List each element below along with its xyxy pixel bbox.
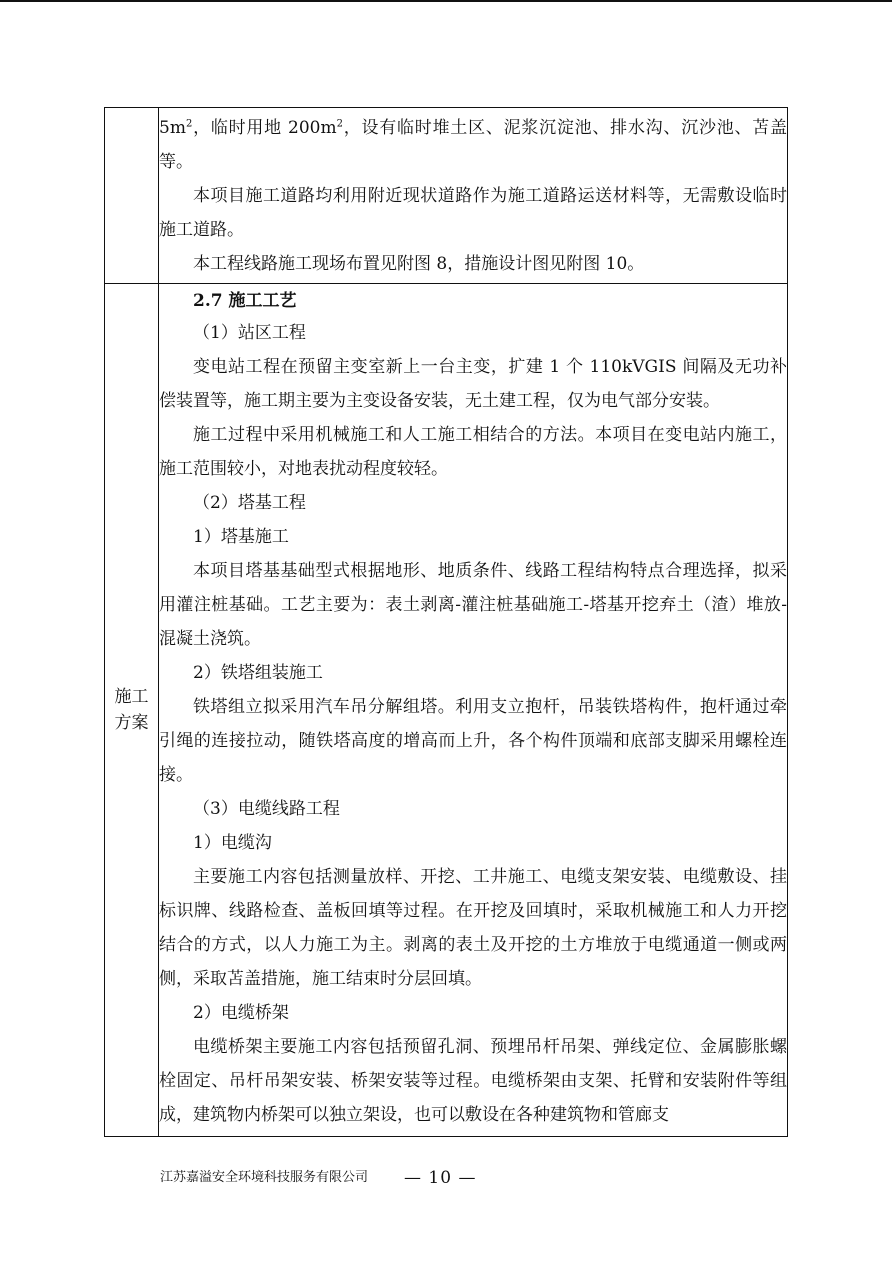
row-content-cell	[159, 284, 788, 1137]
table-row	[105, 284, 788, 1137]
content-table	[104, 107, 788, 1137]
row-content-cell	[159, 108, 788, 284]
paragraph	[159, 111, 787, 179]
paragraph: 铁塔组立拟采用汽车吊分解组塔。利用支立抱杆，吊装铁塔构件，抱杆通过牵引绳的连接拉动，随铁塔高度的增高而上升，各个构件顶端和底部支脚采用螺栓连接。	[159, 697, 787, 785]
table-row	[105, 108, 788, 284]
page-footer	[160, 1166, 760, 1190]
row-label: 施工方案	[114, 687, 149, 733]
paragraph: 电缆桥架主要施工内容包括预留孔洞、预埋吊杆吊架、弹线定位、金属膨胀螺栓固定、吊杆吊架安装、桥架安装等过程。电缆桥架由支架、托臂和安装附件等组成，建筑物内桥架可以独立架设，也可以敷设在各种建筑物和管廊支	[159, 1037, 787, 1125]
superscript: 2	[185, 118, 193, 130]
page-number: — 10 —	[404, 1168, 477, 1188]
row-label-cell	[105, 108, 159, 284]
item-heading: 2）电缆桥架	[193, 1003, 289, 1023]
paragraph: 本工程线路施工现场布置见附图 8，措施设计图见附图 10。	[193, 254, 645, 274]
subsection-heading: （2）塔基工程	[193, 493, 306, 513]
text-run: ，设有临时堆土区、泥浆沉淀池、排水沟、沉沙池、苫盖等。	[159, 118, 787, 172]
paragraph: 主要施工内容包括测量放样、开挖、工井施工、电缆支架安装、电缆敷设、挂标识牌、线路检查、盖板回填等过程。在开挖及回填时，采取机械施工和人力开挖结合的方式，以人力施工为主。剥离的表土及开挖的土方堆放于电缆通道一侧或两侧，采取苫盖措施，施工结束时分层回填。	[159, 867, 787, 989]
paragraph: 本项目塔基基础型式根据地形、地质条件、线路工程结构特点合理选择，拟采用灌注桩基础。工艺主要为：表土剥离-灌注桩基础施工-塔基开挖弃土（渣）堆放-混凝土浇筑。	[159, 561, 787, 649]
subsection-heading: （1）站区工程	[193, 323, 306, 343]
footer-company: 江苏嘉溢安全环境科技服务有限公司	[160, 1170, 369, 1185]
superscript: 2	[336, 118, 343, 130]
subsection-heading: （3）电缆线路工程	[193, 799, 340, 819]
item-heading: 1）电缆沟	[193, 833, 272, 853]
paragraph: 施工过程中采用机械施工和人工施工相结合的方法。本项目在变电站内施工，施工范围较小，对地表扰动程度较轻。	[159, 425, 787, 479]
top-rule	[0, 0, 892, 2]
item-heading: 2）铁塔组装施工	[193, 663, 323, 683]
row-label-cell	[105, 284, 159, 1137]
paragraph: 变电站工程在预留主变室新上一台主变，扩建 1 个 110kVGIS 间隔及无功补偿装置等，施工期主要为主变设备安装，无土建工程，仅为电气部分安装。	[159, 357, 787, 411]
text-run: ，临时用地 200m	[192, 118, 337, 138]
text-run: 5m	[159, 118, 186, 138]
item-heading: 1）塔基施工	[193, 527, 289, 547]
section-heading: 2.7 施工工艺	[193, 291, 297, 311]
paragraph: 本项目施工道路均利用附近现状道路作为施工道路运送材料等，无需敷设临时施工道路。	[159, 186, 787, 240]
